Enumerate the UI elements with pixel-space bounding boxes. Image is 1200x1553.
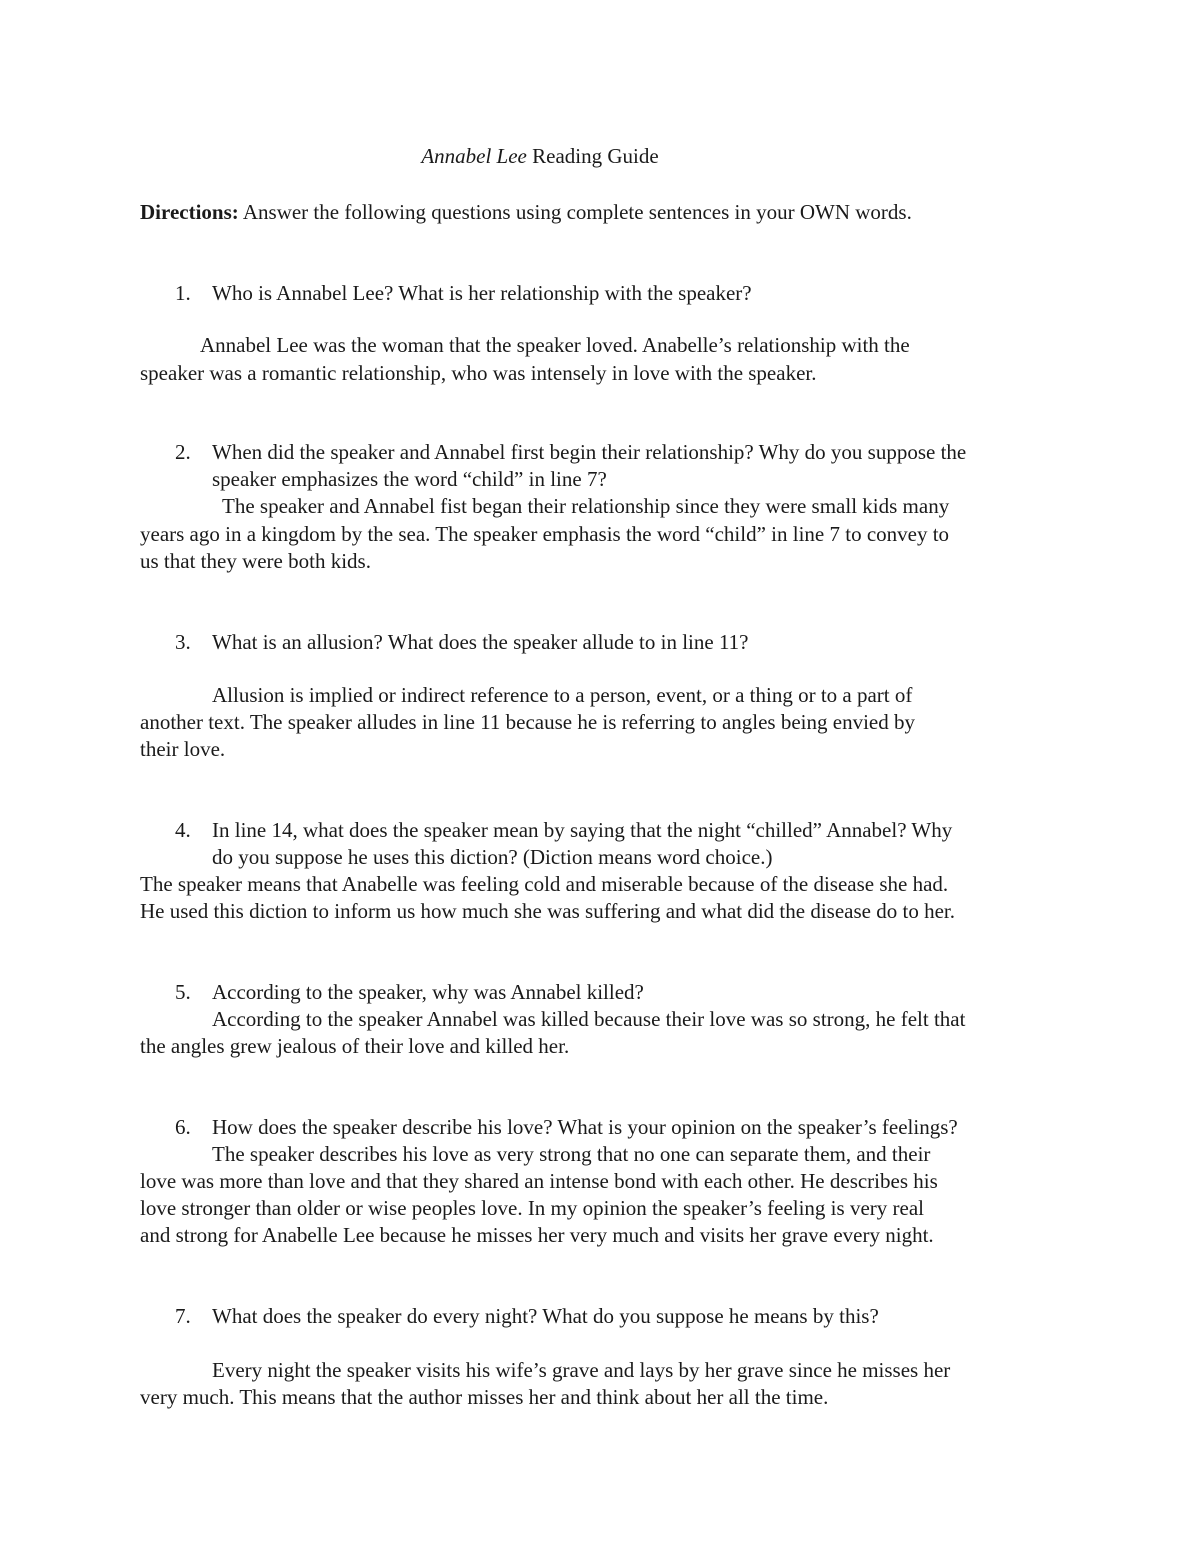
question-number: 2.	[175, 440, 191, 464]
answer-text: and strong for Anabelle Lee because he misses her very much and visits her grave every night.	[140, 1223, 934, 1247]
answer-text: The speaker means that Anabelle was feeling cold and miserable because of the disease she had.	[140, 872, 949, 896]
answer-text: another text. The speaker alludes in line 11 because he is referring to angles being envied by	[140, 710, 915, 734]
question-number: 6.	[175, 1115, 191, 1139]
title-rest: Reading Guide	[526, 144, 659, 168]
answer-text: Every night the speaker visits his wife’s grave and lays by her grave since he misses her	[212, 1358, 951, 1382]
question-number: 5.	[175, 980, 191, 1004]
answer-text: Annabel Lee was the woman that the speaker loved. Anabelle’s relationship with the	[200, 333, 910, 357]
answer-text: love stronger than older or wise peoples love. In my opinion the speaker’s feeling is very real	[140, 1196, 924, 1220]
answer-text: The speaker describes his love as very strong that no one can separate them, and their	[212, 1142, 931, 1166]
page-title	[0, 142, 1080, 170]
answer-text: their love.	[140, 737, 226, 761]
directions-label: Directions:	[140, 200, 239, 224]
answer-text: us that they were both kids.	[140, 549, 371, 573]
answer-text: love was more than love and that they shared an intense bond with each other. He describes his	[140, 1169, 938, 1193]
question-text: When did the speaker and Annabel first begin their relationship? Why do you suppose the	[212, 440, 967, 464]
question-number: 7.	[175, 1304, 191, 1328]
question-text: What does the speaker do every night? What do you suppose he means by this?	[212, 1304, 879, 1328]
answer-text: speaker was a romantic relationship, who was intensely in love with the speaker.	[140, 361, 817, 385]
question-text: speaker emphasizes the word “child” in line 7?	[212, 467, 607, 491]
question-text: do you suppose he uses this diction? (Diction means word choice.)	[212, 845, 773, 869]
answer-text: The speaker and Annabel fist began their relationship since they were small kids many	[222, 494, 950, 518]
question-text: What is an allusion? What does the speaker allude to in line 11?	[212, 630, 749, 654]
directions	[140, 198, 912, 226]
question-text: Who is Annabel Lee? What is her relationship with the speaker?	[212, 281, 752, 305]
answer-text: Allusion is implied or indirect reference to a person, event, or a thing or to a part of	[212, 683, 913, 707]
question-number: 3.	[175, 630, 191, 654]
answer-text: He used this diction to inform us how much she was suffering and what did the disease do to her.	[140, 899, 955, 923]
answer-text: years ago in a kingdom by the sea. The speaker emphasis the word “child” in line 7 to convey to	[140, 522, 950, 546]
answer-text: the angles grew jealous of their love and killed her.	[140, 1034, 570, 1058]
question-text: In line 14, what does the speaker mean by saying that the night “chilled” Annabel? Why	[212, 818, 953, 842]
question-number: 1.	[175, 281, 191, 305]
question-number: 4.	[175, 818, 191, 842]
answer-text: According to the speaker Annabel was killed because their love was so strong, he felt that	[212, 1007, 966, 1031]
answer-text: very much. This means that the author misses her and think about her all the time.	[140, 1385, 829, 1409]
question-text: According to the speaker, why was Annabel killed?	[212, 980, 644, 1004]
directions-text: Answer the following questions using complete sentences in your OWN words.	[238, 200, 912, 224]
question-text: How does the speaker describe his love? What is your opinion on the speaker’s feelings?	[212, 1115, 958, 1139]
title-italic: Annabel Lee	[421, 144, 527, 168]
